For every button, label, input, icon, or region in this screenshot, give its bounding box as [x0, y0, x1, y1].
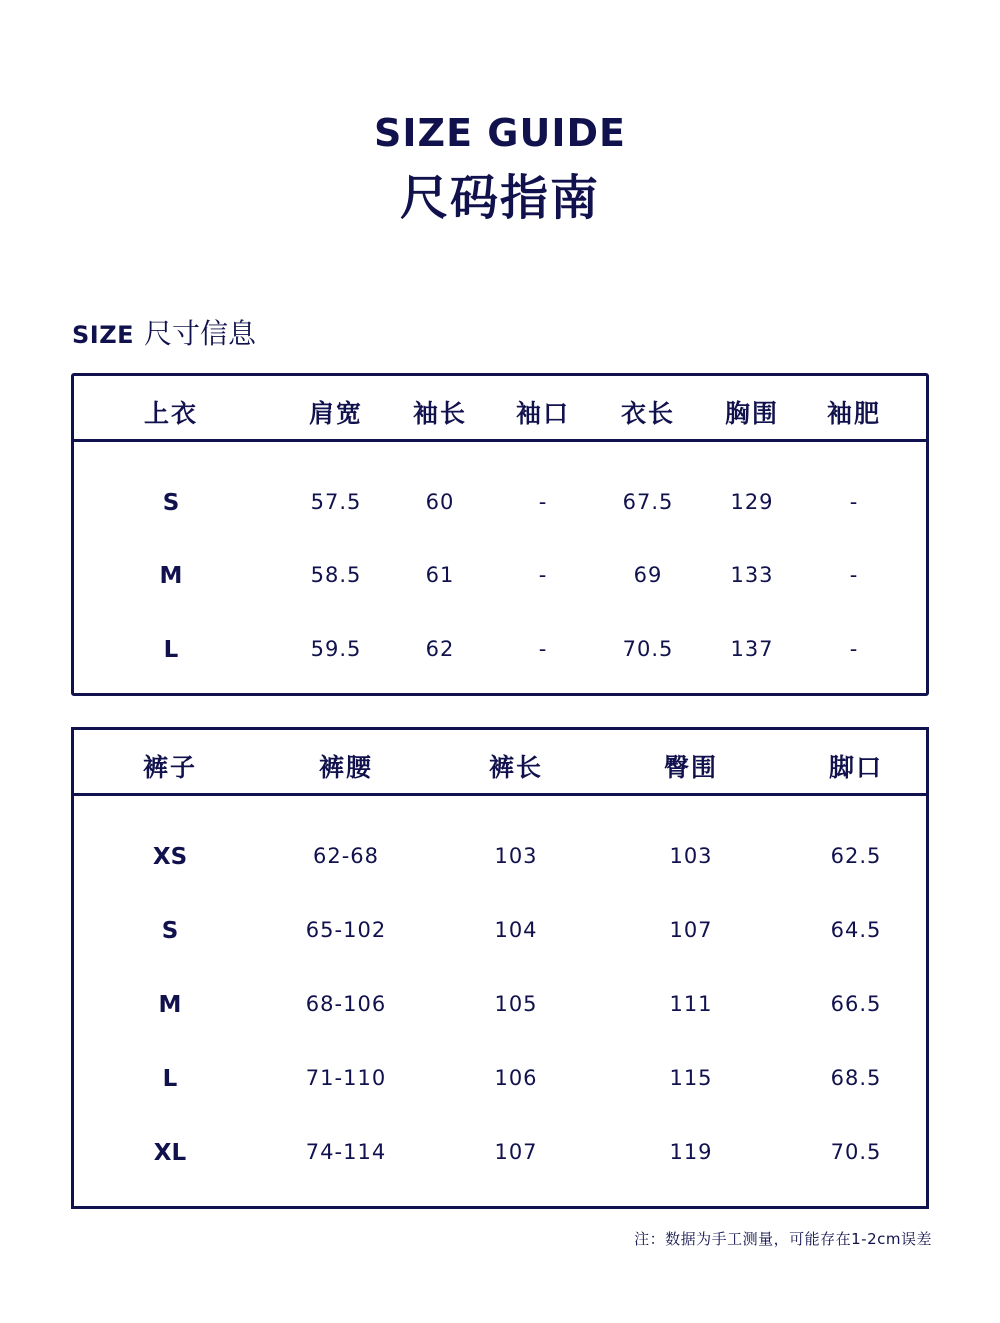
table-cell: 111	[669, 992, 713, 1016]
table-cell: 62	[425, 637, 455, 661]
size-label: S	[161, 918, 179, 944]
pants-size-table	[71, 727, 929, 1209]
table-cell: 103	[494, 844, 538, 868]
size-label: M	[158, 992, 182, 1018]
size-label: L	[163, 637, 179, 663]
column-header: 上衣	[143, 399, 199, 428]
table-cell: 74-114	[305, 1140, 387, 1164]
measurement-note: 注：数据为手工测量，可能存在1-2cm误差	[634, 1230, 932, 1248]
table-cell: 115	[669, 1066, 713, 1090]
table-cell: 70.5	[830, 1140, 882, 1164]
table-cell: -	[538, 637, 548, 661]
size-label: L	[162, 1066, 178, 1092]
table-cell: 68-106	[305, 992, 387, 1016]
column-header: 裤腰	[318, 753, 374, 782]
size-label: S	[162, 490, 180, 516]
table-cell: -	[538, 563, 548, 587]
table-cell: 70.5	[622, 637, 674, 661]
table-cell: 106	[494, 1066, 538, 1090]
column-header: 臀围	[663, 753, 719, 782]
table-cell: 61	[425, 563, 455, 587]
table-cell: 64.5	[830, 918, 882, 942]
table-cell: 60	[425, 490, 455, 514]
size-label: XL	[153, 1140, 187, 1166]
table-cell: 68.5	[830, 1066, 882, 1090]
table-cell: 105	[494, 992, 538, 1016]
table-cell: 119	[669, 1140, 713, 1164]
column-header: 袖口	[515, 399, 571, 428]
table-cell: 62-68	[312, 844, 380, 868]
page-title-en: SIZE GUIDE	[374, 111, 626, 155]
table-cell: 57.5	[310, 490, 362, 514]
column-header: 脚口	[828, 753, 884, 782]
size-label: XS	[152, 844, 188, 870]
column-header: 裤长	[488, 753, 544, 782]
column-header: 胸围	[724, 399, 780, 428]
table-cell: 59.5	[310, 637, 362, 661]
table-cell: 65-102	[305, 918, 387, 942]
column-header: 衣长	[620, 399, 676, 428]
section-label-en: SIZE	[72, 321, 135, 349]
table-cell: 107	[669, 918, 713, 942]
column-header: 袖长	[412, 399, 468, 428]
table-cell: 69	[633, 563, 663, 587]
table-cell: 58.5	[310, 563, 362, 587]
column-header: 裤子	[142, 753, 198, 782]
table-cell: 104	[494, 918, 538, 942]
size-label: M	[159, 563, 183, 589]
table-cell: 129	[730, 490, 774, 514]
table-cell: 137	[730, 637, 774, 661]
table-cell: 103	[669, 844, 713, 868]
table-cell: 71-110	[305, 1066, 387, 1090]
table-cell: -	[538, 490, 548, 514]
tops-size-table	[71, 373, 929, 696]
column-header: 肩宽	[308, 399, 364, 428]
table-cell: 66.5	[830, 992, 882, 1016]
tops-table-header	[74, 376, 926, 442]
table-cell: 133	[730, 563, 774, 587]
table-cell: -	[849, 490, 859, 514]
table-cell: 67.5	[622, 490, 674, 514]
table-cell: -	[849, 637, 859, 661]
pants-table-header	[74, 730, 926, 796]
table-cell: 107	[494, 1140, 538, 1164]
column-header: 袖肥	[826, 399, 882, 428]
page-title-cn: 尺码指南	[399, 170, 600, 226]
table-cell: 62.5	[830, 844, 882, 868]
section-label	[72, 312, 256, 352]
table-cell: -	[849, 563, 859, 587]
section-label-cn: 尺寸信息	[144, 317, 257, 350]
